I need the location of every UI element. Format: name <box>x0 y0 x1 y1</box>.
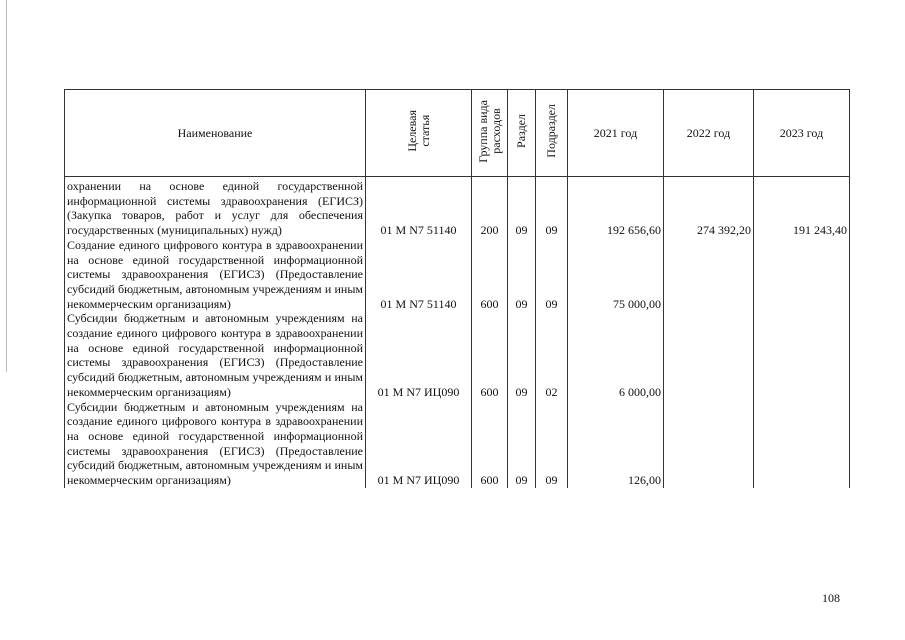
row-2021: 126,00 <box>568 400 664 488</box>
row-exp-group: 600 <box>472 238 508 312</box>
row-subsection: 09 <box>536 400 568 488</box>
row-subsection: 09 <box>536 177 568 238</box>
header-subsection: Подраздел <box>536 90 568 177</box>
row-section: 09 <box>508 311 536 399</box>
row-exp-group: 600 <box>472 400 508 488</box>
row-section: 09 <box>508 238 536 312</box>
header-exp-group: Группа вида расходов <box>472 90 508 177</box>
row-2023 <box>754 311 850 399</box>
scan-edge-line <box>6 0 7 372</box>
row-name: Субсидии бюджетным и автономным учреждениям на создание единого цифрового контура в здравоохранении на основе единой государственной информационной системы здравоохранения (ЕГИСЗ) (Предоставление субсидий бюджетным, автономным учреждениям и иным некоммерческим организациям) <box>65 400 366 488</box>
row-section: 09 <box>508 400 536 488</box>
row-subsection: 09 <box>536 238 568 312</box>
row-subsection: 02 <box>536 311 568 399</box>
page-number: 108 <box>822 591 840 605</box>
row-target: 01 M N7 ИЦ090 <box>366 400 472 488</box>
row-target: 01 M N7 51140 <box>366 177 472 238</box>
row-target: 01 M N7 ИЦ090 <box>366 311 472 399</box>
row-2021: 192 656,60 <box>568 177 664 238</box>
table-row <box>65 400 850 488</box>
header-2023: 2023 год <box>754 90 850 177</box>
row-2021: 6 000,00 <box>568 311 664 399</box>
row-exp-group: 200 <box>472 177 508 238</box>
header-target: Целевая статья <box>366 90 472 177</box>
table-row <box>65 238 850 312</box>
header-2021: 2021 год <box>568 90 664 177</box>
row-name: охранении на основе единой государственной информационной системы здравоохранения (ЕГИСЗ) (Закупка товаров, работ и услуг для обеспечения государственных (муниципальных) нужд) <box>65 177 366 238</box>
header-2022: 2022 год <box>664 90 754 177</box>
header-section: Раздел <box>508 90 536 177</box>
row-2022 <box>664 238 754 312</box>
budget-table <box>64 89 850 488</box>
row-2022 <box>664 400 754 488</box>
row-exp-group: 600 <box>472 311 508 399</box>
row-2022: 274 392,20 <box>664 177 754 238</box>
row-target: 01 M N7 51140 <box>366 238 472 312</box>
row-2023: 191 243,40 <box>754 177 850 238</box>
row-name: Создание единого цифрового контура в здравоохранении на основе единой государственной информационной системы здравоохранения (ЕГИСЗ) (Предоставление субсидий бюджетным, автономным учреждениям и иным некоммерческим организациям) <box>65 238 366 312</box>
header-name: Наименование <box>65 90 366 177</box>
row-2021: 75 000,00 <box>568 238 664 312</box>
table-row <box>65 311 850 399</box>
row-name: Субсидии бюджетным и автономным учреждениям на создание единого цифрового контура в здравоохранении на основе единой государственной информационной системы здравоохранения (ЕГИСЗ) (Предоставление субсидий бюджетным, автономным учреждениям и иным некоммерческим организациям) <box>65 311 366 399</box>
table-header-row <box>65 90 850 177</box>
row-2023 <box>754 238 850 312</box>
row-2023 <box>754 400 850 488</box>
table-row <box>65 177 850 238</box>
row-section: 09 <box>508 177 536 238</box>
row-2022 <box>664 311 754 399</box>
